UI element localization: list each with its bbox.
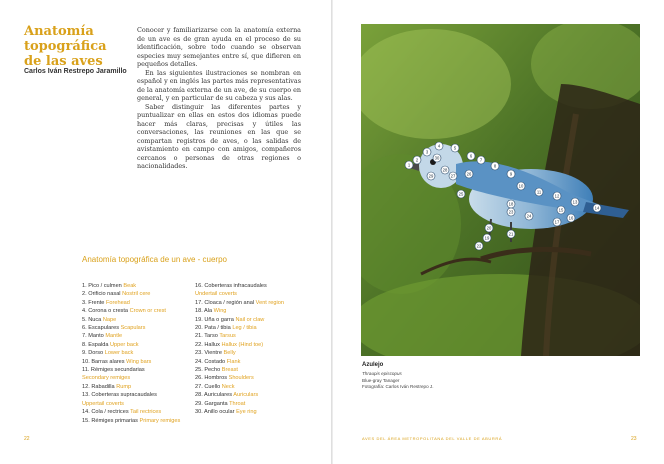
bird-photo	[361, 24, 640, 356]
term-spanish: 23. Vientre	[195, 350, 222, 357]
photo-caption-credit: Fotografía: Carlos Iván Restrepo J.	[362, 384, 434, 389]
term-english: Throat	[229, 400, 246, 407]
term-english: Crown or crest	[129, 308, 166, 315]
page-number-left: 22	[24, 436, 30, 442]
anatomy-marker-label: 7	[479, 157, 483, 163]
anatomy-list-item	[82, 366, 192, 374]
term-english: Upper back	[110, 341, 139, 348]
anatomy-list-item	[82, 383, 192, 391]
term-spanish: 28. Auriculares	[195, 392, 233, 399]
term-english: Scapulars	[120, 325, 146, 332]
term-spanish: 21. Tarso	[195, 333, 218, 340]
anatomy-list-item	[195, 349, 313, 357]
term-english: Flank	[226, 358, 241, 365]
term-spanish: 13. Coberteras supracaudales	[82, 392, 157, 399]
anatomy-marker-label: 14	[594, 205, 600, 211]
anatomy-marker-label: 27	[450, 173, 456, 179]
term-spanish: 12. Rabadilla	[82, 383, 115, 390]
anatomy-marker-label: 23	[508, 209, 514, 215]
anatomy-list-item	[82, 316, 192, 324]
anatomy-list-item	[82, 324, 192, 332]
anatomy-marker-label: 29	[428, 173, 434, 179]
anatomy-list-item	[82, 282, 192, 290]
anatomy-list-item	[195, 391, 313, 399]
term-english: Nostril cere	[122, 291, 151, 298]
term-spanish: 22. Hallux	[195, 341, 220, 348]
anatomy-marker-label: 6	[469, 153, 473, 159]
anatomy-list-item	[195, 374, 313, 382]
anatomy-marker-label: 21	[508, 231, 514, 237]
anatomy-list-item	[82, 391, 192, 399]
term-spanish: 1. Pico / culmen	[82, 283, 122, 289]
anatomy-list-item	[82, 290, 192, 298]
intro-paragraph-2: En las siguientes ilustraciones se nombran en español y en inglés las partes más representativas de la anatomía externa de un ave, de su cuerpo en general, y en particular de su cabeza y sus alas.	[137, 68, 301, 102]
intro-paragraph-3: Saber distinguir las diferentes partes y puntualizar en ellas en estos dos idiomas puede hacer más claras, precisas y útiles las conversaciones, las reuniones en las que se compartan registros de aves, o las salidas de avistamiento en campo con amigos, compañeros cercanos o personas de otras regiones o nacionalidades.	[137, 102, 301, 170]
term-spanish: 6. Escapulares	[82, 325, 120, 332]
intro-paragraph-1: Conocer y familiarizarse con la anatomía externa de un ave es de gran ayuda en el proceso de su identificación, sobre todo cuando se observan especies muy semejantes entre sí, que difieren en pequeños detalles.	[137, 26, 301, 68]
term-english: Beak	[123, 283, 137, 289]
term-english: Hallux (Hind toe)	[221, 341, 264, 348]
term-spanish: 15. Rémiges primarias	[82, 417, 138, 424]
photo-caption-scientific-name: Thraupis episcopus	[362, 371, 402, 376]
running-head: AVES DEL ÁREA METROPOLITANA DEL VALLE DE ABURRÁ	[362, 436, 503, 441]
photo-caption-title: Azulejo	[362, 362, 384, 368]
anatomy-list-item	[195, 316, 313, 324]
article-author: Carlos Iván Restrepo Jaramillo	[24, 68, 127, 75]
term-spanish: 11. Rémiges secundarias	[82, 367, 145, 374]
anatomy-marker-label: 3	[425, 149, 429, 155]
term-english: Tarsus	[219, 333, 236, 340]
term-spanish: 30. Anillo ocular	[195, 409, 235, 416]
term-english: Belly	[223, 350, 236, 357]
anatomy-list-item	[82, 341, 192, 349]
anatomy-list-item	[195, 341, 313, 349]
term-spanish: 5. Nuca	[82, 316, 102, 323]
anatomy-marker-label: 19	[484, 235, 490, 241]
term-english: Undertail coverts	[195, 291, 237, 298]
anatomy-list-item	[82, 332, 192, 340]
anatomy-list-item	[195, 332, 313, 340]
anatomy-marker-label: 15	[558, 207, 564, 213]
anatomy-marker-label: 22	[476, 243, 482, 249]
anatomy-list-item	[82, 400, 192, 408]
anatomy-list-item	[82, 408, 192, 416]
anatomy-list-item	[82, 374, 192, 382]
anatomy-list-item	[195, 358, 313, 366]
intro-text	[137, 26, 301, 171]
anatomy-list-item	[82, 417, 192, 425]
anatomy-marker-label: 1	[407, 162, 411, 168]
term-spanish: 25. Pecho	[195, 367, 221, 374]
anatomy-list-column-1	[82, 282, 192, 425]
term-english: Wing	[213, 308, 227, 315]
anatomy-list-item	[195, 383, 313, 391]
anatomy-list-item	[195, 307, 313, 315]
anatomy-list-item	[82, 307, 192, 315]
anatomy-marker-label: 8	[493, 163, 497, 169]
term-english: Primary remiges	[139, 417, 181, 424]
anatomy-marker-label: 10	[518, 183, 524, 189]
anatomy-list-item	[82, 349, 192, 357]
term-english: Vent region	[255, 299, 284, 306]
anatomy-marker-label: 30	[434, 155, 440, 161]
anatomy-list-item	[195, 282, 313, 290]
term-spanish: 9. Dorso	[82, 350, 104, 357]
term-english: Auriculars	[233, 392, 259, 399]
term-english: Leg / tibia	[232, 325, 257, 332]
anatomy-marker-label: 26	[466, 171, 472, 177]
anatomy-marker-label: 28	[442, 167, 448, 173]
anatomy-list-item	[195, 290, 313, 298]
anatomy-list-item	[195, 324, 313, 332]
anatomy-marker-label: 18	[508, 201, 514, 207]
bird-photo-illustration	[361, 24, 640, 356]
term-spanish: 26. Hombros	[195, 375, 228, 382]
term-english: Breast	[221, 367, 238, 374]
anatomy-list-item	[82, 299, 192, 307]
term-english: Uppertail coverts	[82, 400, 124, 407]
anatomy-marker-label: 12	[554, 193, 560, 199]
term-english: Rump	[116, 383, 132, 390]
anatomy-marker-label: 11	[536, 189, 542, 195]
anatomy-list-item	[195, 400, 313, 408]
term-spanish: 19. Uña o garra	[195, 316, 234, 323]
term-english: Wing bars	[126, 358, 152, 365]
page-number-right: 23	[631, 436, 637, 442]
term-english: Lower back	[104, 350, 134, 357]
anatomy-marker-label: 20	[486, 225, 492, 231]
anatomy-marker-label: 9	[509, 171, 513, 177]
term-spanish: 8. Espalda	[82, 341, 109, 348]
term-spanish: 17. Cloaca / región anal	[195, 299, 255, 306]
term-english: Eye ring	[236, 409, 257, 416]
anatomy-marker-label: 2	[415, 157, 419, 163]
term-spanish: 3. Frente	[82, 299, 105, 306]
anatomy-list-item	[195, 366, 313, 374]
anatomy-list-item	[195, 299, 313, 307]
term-spanish: 14. Cola / rectrices	[82, 409, 129, 416]
anatomy-list-item	[82, 358, 192, 366]
article-title: Anatomía topográfica de las aves	[24, 24, 107, 69]
term-english: Secondary remiges	[82, 375, 131, 382]
term-spanish: 2. Orificio nasal	[82, 291, 121, 298]
left-page	[0, 0, 331, 464]
term-spanish: 16. Coberteras infracaudales	[195, 283, 267, 289]
anatomy-marker-label: 24	[526, 213, 532, 219]
term-english: Neck	[221, 383, 235, 390]
term-english: Nape	[102, 316, 117, 323]
anatomy-list-column-2	[195, 282, 313, 417]
anatomy-marker-label: 5	[453, 145, 457, 151]
anatomy-marker-label: 4	[437, 143, 441, 149]
anatomy-marker-label: 25	[458, 191, 464, 197]
section-heading: Anatomía topográfica de un ave - cuerpo	[82, 255, 227, 264]
term-spanish: 29. Garganta	[195, 400, 228, 407]
term-spanish: 10. Barras alares	[82, 358, 125, 365]
anatomy-marker-label: 16	[568, 215, 574, 221]
term-spanish: 20. Pata / tibia	[195, 325, 231, 332]
term-spanish: 4. Corona o cresta	[82, 308, 129, 315]
term-spanish: 27. Cuello	[195, 383, 221, 390]
anatomy-list-item	[195, 408, 313, 416]
photo-caption-common-name: Blue-gray Tanager	[362, 378, 400, 383]
term-english: Mantle	[105, 333, 123, 340]
term-english: Forehead	[105, 299, 130, 306]
anatomy-marker-label: 13	[572, 199, 578, 205]
term-english: Nail or claw	[235, 316, 265, 323]
term-spanish: 18. Ala	[195, 308, 213, 315]
term-english: Shoulders	[228, 375, 254, 382]
term-spanish: 7. Manto	[82, 333, 104, 340]
term-spanish: 24. Costado	[195, 358, 226, 365]
anatomy-marker-label: 17	[554, 219, 560, 225]
term-english: Tail rectrices	[130, 409, 162, 416]
